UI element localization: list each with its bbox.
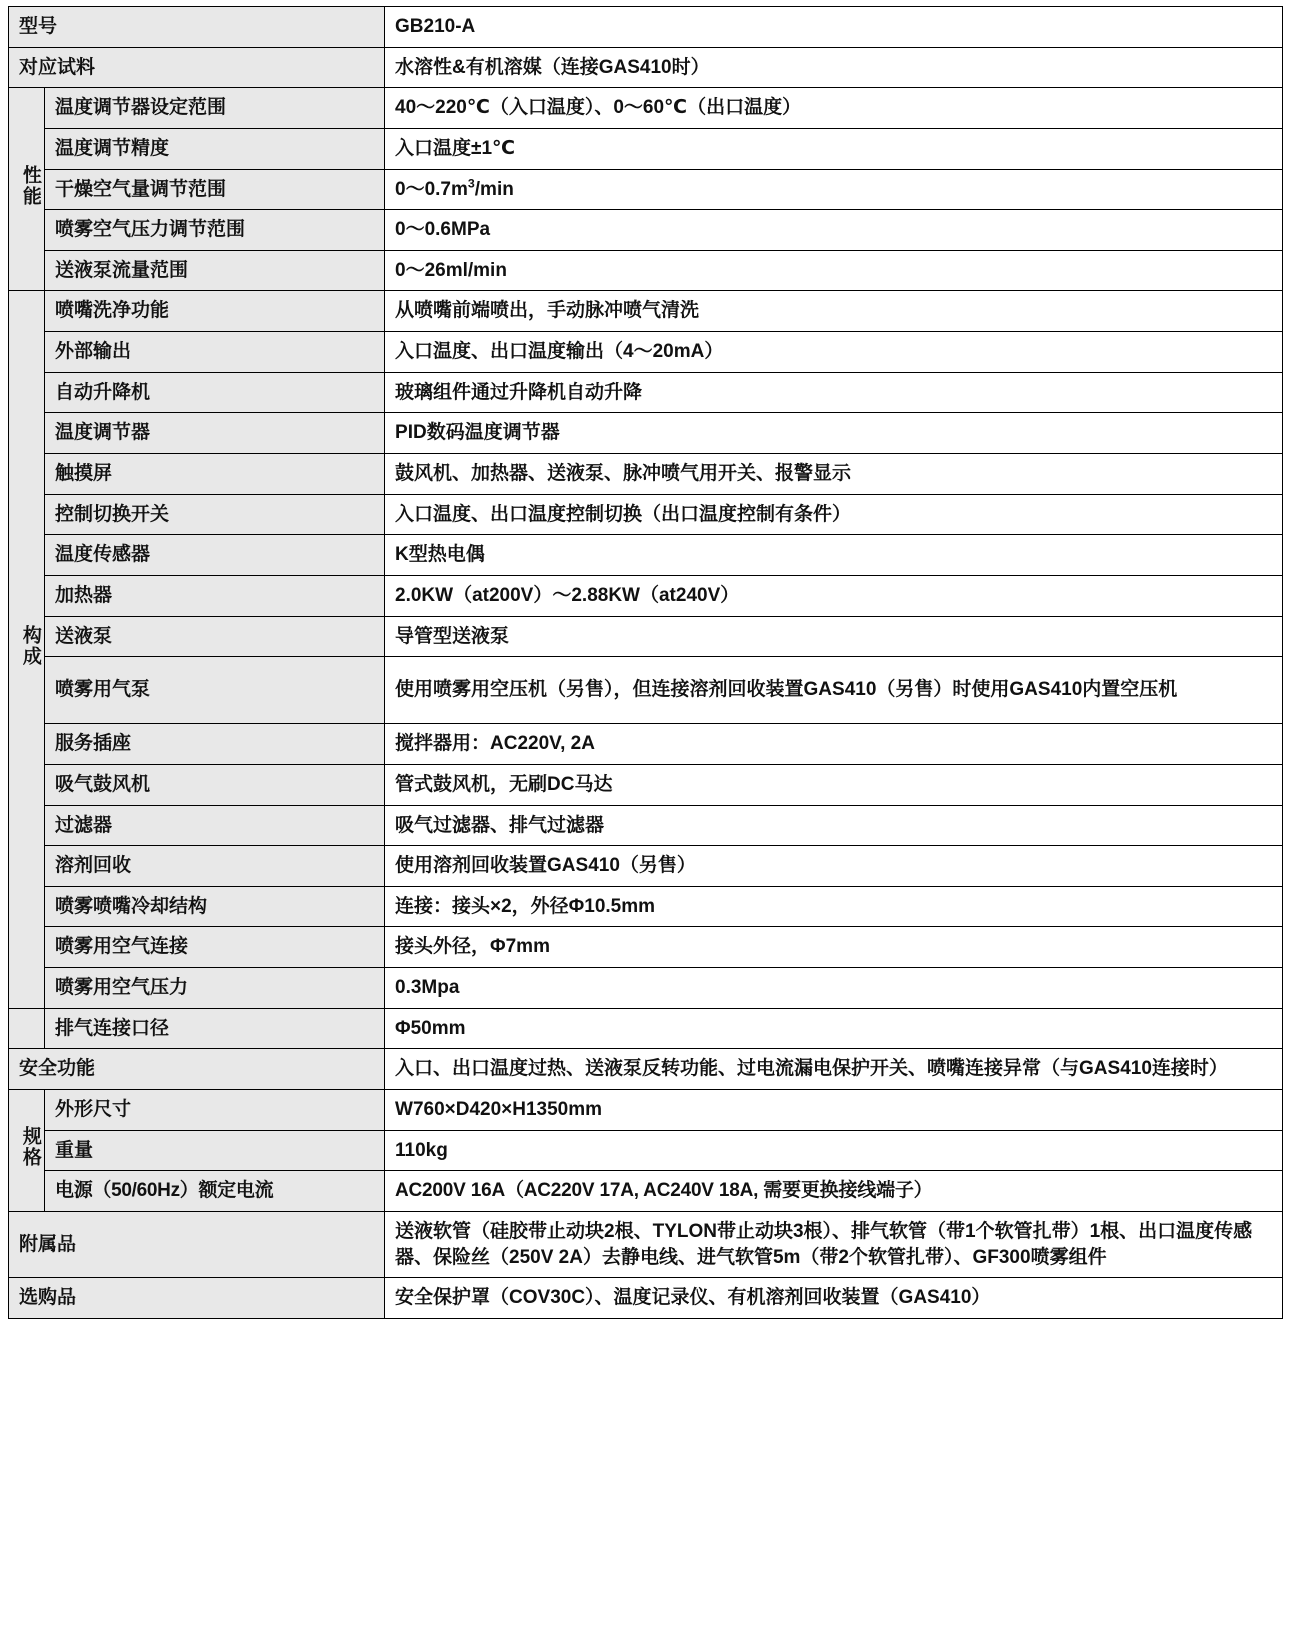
table-row — [9, 494, 1283, 535]
row-label-auto-lift: 自动升降机 — [45, 372, 385, 413]
table-row — [9, 1211, 1283, 1277]
row-label-dimensions: 外形尺寸 — [45, 1090, 385, 1131]
row-label-service-socket: 服务插座 — [45, 724, 385, 765]
row-value-spray-pump: 使用喷雾用空压机（另售），但连接溶剂回收装置GAS410（另售）时使用GAS410内置空压机 — [385, 657, 1283, 724]
row-value-dimensions: W760×D420×H1350mm — [385, 1090, 1283, 1131]
table-row — [9, 454, 1283, 495]
row-label-model: 型号 — [9, 7, 385, 48]
row-label-heater: 加热器 — [45, 575, 385, 616]
table-row — [9, 724, 1283, 765]
row-label-power: 电源（50/60Hz）额定电流 — [45, 1171, 385, 1212]
row-label-nozzle-clean: 喷嘴洗净功能 — [45, 291, 385, 332]
table-row — [9, 47, 1283, 88]
row-value-dry-air — [385, 169, 1283, 210]
row-value-temp-controller: PID数码温度调节器 — [385, 413, 1283, 454]
table-row — [9, 616, 1283, 657]
row-value-filter: 吸气过滤器、排气过滤器 — [385, 805, 1283, 846]
table-row — [9, 886, 1283, 927]
table-row — [9, 927, 1283, 968]
row-label-filter: 过滤器 — [45, 805, 385, 846]
table-row — [9, 169, 1283, 210]
row-value-service-socket: 搅拌器用：AC220V, 2A — [385, 724, 1283, 765]
row-label-safety: 安全功能 — [9, 1049, 385, 1090]
table-row — [9, 128, 1283, 169]
row-label-spray-air-conn: 喷雾用空气连接 — [45, 927, 385, 968]
row-value-temp-accuracy: 入口温度±1℃ — [385, 128, 1283, 169]
dry-air-pre: 0～0.7m — [395, 178, 468, 200]
table-row — [9, 332, 1283, 373]
group-performance — [9, 88, 45, 291]
row-value-temp-sensor: K型热电偶 — [385, 535, 1283, 576]
specification-table — [8, 6, 1283, 1319]
row-label-nozzle-cooling: 喷雾喷嘴冷却结构 — [45, 886, 385, 927]
table-row — [9, 846, 1283, 887]
row-value-spray-pressure: 0～0.6MPa — [385, 210, 1283, 251]
row-label-temp-controller: 温度调节器 — [45, 413, 385, 454]
row-value-model: GB210-A — [385, 7, 1283, 48]
row-label-exhaust-port: 排气连接口径 — [45, 1008, 385, 1049]
table-row — [9, 657, 1283, 724]
table-row — [9, 291, 1283, 332]
dry-air-post: /min — [474, 178, 514, 200]
row-value-temp-range: 40～220℃（入口温度）、0～60℃（出口温度） — [385, 88, 1283, 129]
group-composition-filler — [9, 1008, 45, 1049]
row-label-spray-pressure: 喷雾空气压力调节范围 — [45, 210, 385, 251]
group-specification-label: 规格 — [19, 1125, 41, 1168]
row-label-spray-pump: 喷雾用气泵 — [45, 657, 385, 724]
group-composition — [9, 291, 45, 1008]
table-row — [9, 1278, 1283, 1319]
row-value-nozzle-clean: 从喷嘴前端喷出，手动脉冲喷气清洗 — [385, 291, 1283, 332]
row-value-auto-lift: 玻璃组件通过升降机自动升降 — [385, 372, 1283, 413]
table-row — [9, 535, 1283, 576]
row-value-weight: 110kg — [385, 1130, 1283, 1171]
row-label-options: 选购品 — [9, 1278, 385, 1319]
row-label-sample: 对应试料 — [9, 47, 385, 88]
row-value-sample: 水溶性&有机溶媒（连接GAS410时） — [385, 47, 1283, 88]
group-specification — [9, 1090, 45, 1212]
row-label-temp-range: 温度调节器设定范围 — [45, 88, 385, 129]
row-value-control-switch: 入口温度、出口温度控制切换（出口温度控制有条件） — [385, 494, 1283, 535]
table-row — [9, 1171, 1283, 1212]
table-row — [9, 413, 1283, 454]
row-label-touch-screen: 触摸屏 — [45, 454, 385, 495]
row-value-spray-air-conn: 接头外径，Φ7mm — [385, 927, 1283, 968]
row-label-dry-air: 干燥空气量调节范围 — [45, 169, 385, 210]
row-label-weight: 重量 — [45, 1130, 385, 1171]
row-value-options: 安全保护罩（COV30C）、温度记录仪、有机溶剂回收装置（GAS410） — [385, 1278, 1283, 1319]
row-value-heater: 2.0KW（at200V）～2.88KW（at240V） — [385, 575, 1283, 616]
row-value-liquid-pump: 导管型送液泵 — [385, 616, 1283, 657]
table-row — [9, 7, 1283, 48]
table-row — [9, 88, 1283, 129]
row-value-power: AC200V 16A（AC220V 17A, AC240V 18A, 需要更换接线端子） — [385, 1171, 1283, 1212]
dry-air-sup: 3 — [467, 176, 475, 191]
row-label-solvent-recovery: 溶剂回收 — [45, 846, 385, 887]
table-row — [9, 1090, 1283, 1131]
row-label-suction-blower: 吸气鼓风机 — [45, 764, 385, 805]
row-value-accessories: 送液软管（硅胶带止动块2根、TYLON带止动块3根）、排气软管（带1个软管扎带）1根、出口温度传感器、保险丝（250V 2A）去静电线、进气软管5m（带2个软管扎带）、GF300喷雾组件 — [385, 1211, 1283, 1277]
row-label-liquid-pump: 送液泵 — [45, 616, 385, 657]
table-row — [9, 1130, 1283, 1171]
row-value-exhaust-port: Φ50mm — [385, 1008, 1283, 1049]
group-performance-label: 性能 — [19, 164, 41, 207]
table-row — [9, 968, 1283, 1009]
table-row — [9, 210, 1283, 251]
table-row — [9, 1049, 1283, 1090]
row-label-temp-sensor: 温度传感器 — [45, 535, 385, 576]
row-value-external-output: 入口温度、出口温度输出（4～20mA） — [385, 332, 1283, 373]
table-row — [9, 250, 1283, 291]
row-value-safety: 入口、出口温度过热、送液泵反转功能、过电流漏电保护开关、喷嘴连接异常（与GAS410连接时） — [385, 1049, 1283, 1090]
row-value-suction-blower: 管式鼓风机，无刷DC马达 — [385, 764, 1283, 805]
table-row — [9, 805, 1283, 846]
row-label-external-output: 外部输出 — [45, 332, 385, 373]
row-label-accessories: 附属品 — [9, 1211, 385, 1277]
row-value-touch-screen: 鼓风机、加热器、送液泵、脉冲喷气用开关、报警显示 — [385, 454, 1283, 495]
table-row — [9, 764, 1283, 805]
row-value-nozzle-cooling: 连接：接头×2，外径Φ10.5mm — [385, 886, 1283, 927]
row-value-solvent-recovery: 使用溶剂回收装置GAS410（另售） — [385, 846, 1283, 887]
row-label-temp-accuracy: 温度调节精度 — [45, 128, 385, 169]
row-label-pump-flow: 送液泵流量范围 — [45, 250, 385, 291]
row-value-pump-flow: 0～26ml/min — [385, 250, 1283, 291]
table-row — [9, 575, 1283, 616]
row-label-control-switch: 控制切换开关 — [45, 494, 385, 535]
table-row — [9, 1008, 1283, 1049]
table-row — [9, 372, 1283, 413]
group-composition-label: 构成 — [19, 624, 41, 667]
row-label-spray-air-pressure: 喷雾用空气压力 — [45, 968, 385, 1009]
row-value-spray-air-pressure: 0.3Mpa — [385, 968, 1283, 1009]
